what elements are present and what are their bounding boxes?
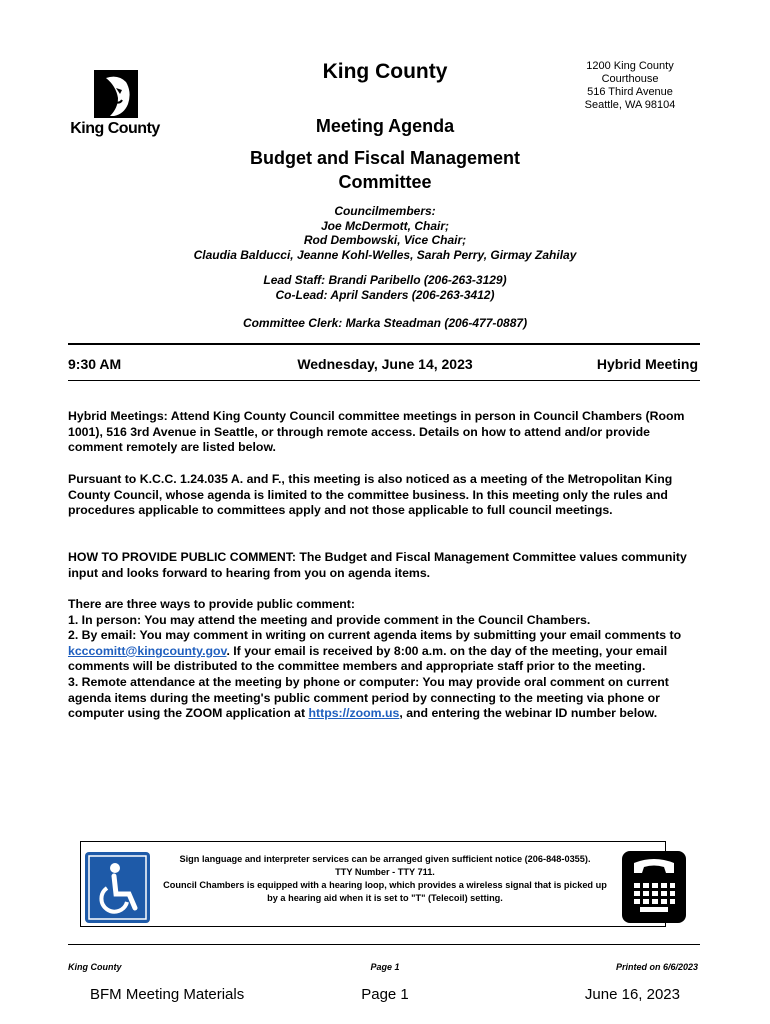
members-label: Councilmembers: <box>334 204 436 218</box>
meeting-date: Wednesday, June 14, 2023 <box>297 356 473 372</box>
org-title: King County <box>322 60 448 83</box>
wheelchair-icon <box>85 852 150 923</box>
staff-block <box>0 273 770 302</box>
accessibility-text <box>160 853 610 905</box>
email-link[interactable]: kcccomitt@kingcounty.gov <box>68 643 227 658</box>
accessibility-line: TTY Number - TTY 711. <box>335 867 435 877</box>
way-2-text-end: . If your email is received by 8:00 a.m. on the day of the meeting, your email comments will be distributed to the committee members and appropriate staff prior to the meeting. <box>68 643 668 674</box>
footer-date: June 16, 2023 <box>584 986 680 1003</box>
members-block <box>0 204 770 262</box>
address-block <box>555 60 705 112</box>
member-vice-chair: Rod Dembowski, Vice Chair; <box>303 233 467 247</box>
committee-name-line1: Budget and Fiscal Management <box>249 148 521 168</box>
co-lead: Co-Lead: April Sanders (206-263-3412) <box>275 287 495 302</box>
accessibility-line: Council Chambers is equipped with a hearing loop, which provides a wireless signal that is picked up <box>163 880 607 890</box>
footer-materials: BFM Meeting Materials <box>90 986 245 1003</box>
way-2-text: 2. By email: You may comment in writing on current agenda items by submitting your email comments to <box>68 628 682 643</box>
address-line: Seattle, WA 98104 <box>584 99 676 111</box>
footer-divider <box>68 944 700 945</box>
member-others: Claudia Balducci, Jeanne Kohl-Welles, Sarah Perry, Girmay Zahilay <box>193 247 577 262</box>
footer-printed: Printed on 6/6/2023 <box>615 962 698 972</box>
member-chair: Joe McDermott, Chair; <box>320 218 450 233</box>
divider-bottom <box>68 380 700 381</box>
howto-paragraph <box>68 550 702 581</box>
kcc-text: Pursuant to K.C.C. 1.24.035 A. and F., this meeting is also noticed as a meeting of the Metropolitan King County Council, whose agenda is limited to the committee business. In this meeting only the rules and procedures applicable to committees apply and not those applicable to full council meetings. <box>68 472 673 518</box>
hybrid-text: Hybrid Meetings: Attend King County Council committee meetings in person in Council Chambers (Room 1001), 516 3rd Avenue in Seattle, or through remote access. Details on how to attend and/or provide comment remotely are listed below. <box>68 409 685 455</box>
accessibility-line: Sign language and interpreter services can be arranged given sufficient notice (206-848-0355). <box>179 854 591 864</box>
logo-text: King County <box>70 120 160 137</box>
meeting-type: Hybrid Meeting <box>596 356 698 372</box>
ways-list <box>68 597 702 722</box>
address-line: 516 Third Avenue <box>587 86 673 98</box>
zoom-link[interactable]: https://zoom.us <box>308 706 400 721</box>
divider-top <box>68 343 700 345</box>
lead-staff: Lead Staff: Brandi Paribello (206-263-3129) <box>263 273 507 287</box>
tty-phone-icon <box>622 851 686 923</box>
address-line: Courthouse <box>601 73 659 85</box>
footer-page-number: Page 1 <box>361 986 409 1003</box>
way-1: 1. In person: You may attend the meeting and provide comment in the Council Chambers. <box>68 612 591 627</box>
footer-org: King County <box>68 962 122 972</box>
accessibility-line: by a hearing aid when it is set to "T" (Telecoil) setting. <box>267 893 503 903</box>
way-2 <box>68 628 702 675</box>
ways-intro: There are three ways to provide public comment: <box>68 597 356 611</box>
way-3-text: 3. Remote attendance at the meeting by phone or computer: You may provide oral comment on current agenda items during the meeting's public comment period by connecting to the meeting via phone or computer using the ZOOM application at <box>68 674 669 721</box>
kcc-paragraph <box>68 472 702 519</box>
footer-page: Page 1 <box>370 962 400 972</box>
address-line: 1200 King County <box>586 60 674 72</box>
way-3-text-end: , and entering the webinar ID number below. <box>399 706 658 721</box>
way-3 <box>68 675 702 722</box>
doc-title: Meeting Agenda <box>315 116 455 136</box>
howto-text: HOW TO PROVIDE PUBLIC COMMENT: The Budget and Fiscal Management Committee values community input and looks forward to hearing from you on agenda items. <box>68 550 687 580</box>
hybrid-paragraph <box>68 409 702 456</box>
committee-name-line2: Committee <box>338 172 432 192</box>
meeting-time: 9:30 AM <box>68 356 122 372</box>
committee-clerk: Committee Clerk: Marka Steadman (206-477-0887) <box>242 316 528 330</box>
